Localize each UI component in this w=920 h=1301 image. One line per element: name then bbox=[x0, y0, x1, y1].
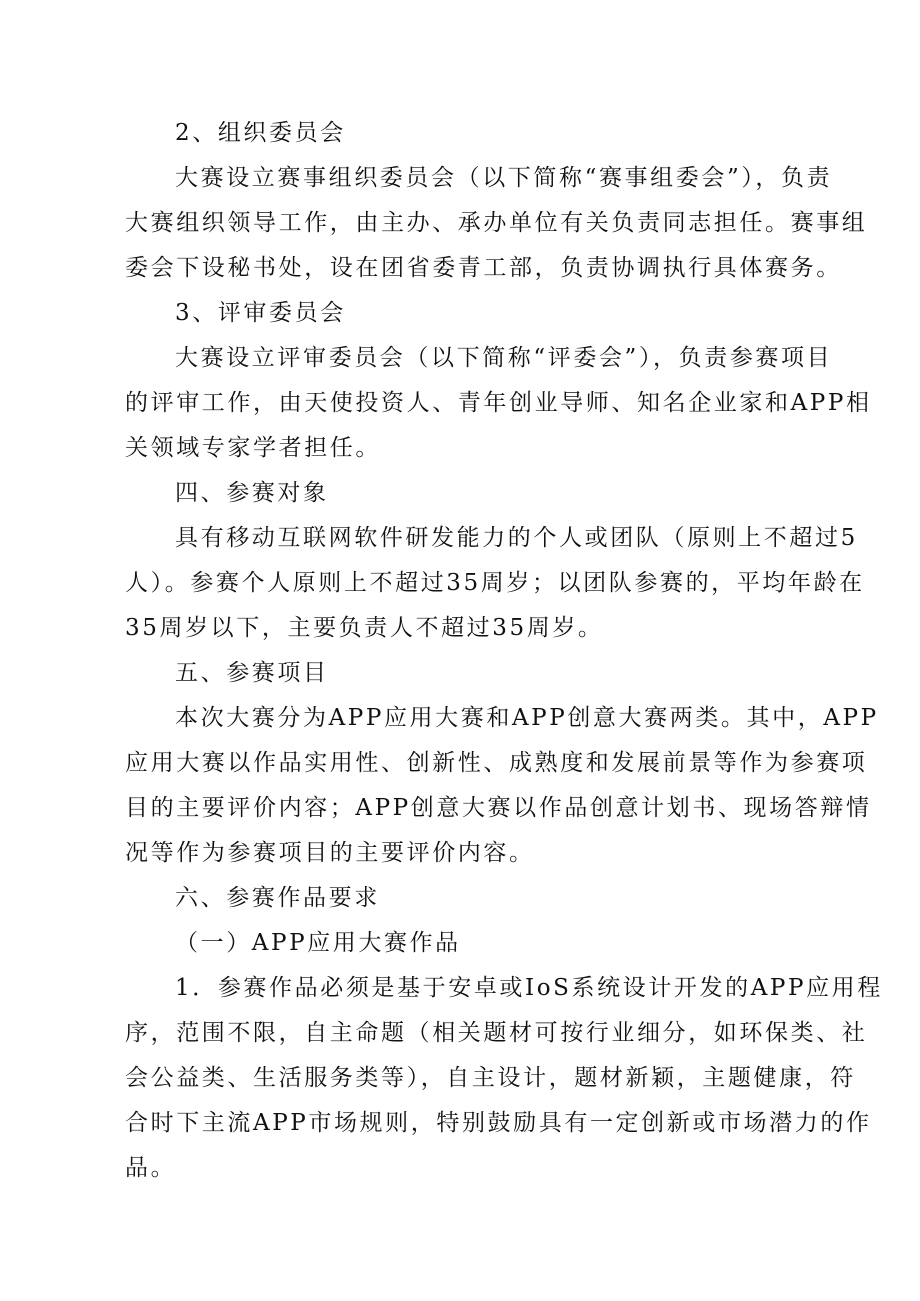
paragraph-line: 大赛设立评审委员会（以下简称“评委会”），负责参赛项目 bbox=[175, 345, 833, 371]
section-heading-projects: 五、参赛项目 bbox=[175, 660, 329, 686]
paragraph-line: 应用大赛以作品实用性、创新性、成熟度和发展前景等作为参赛项 bbox=[125, 750, 868, 776]
paragraph-line: 会公益类、生活服务类等），自主设计，题材新颖，主题健康，符 bbox=[125, 1065, 856, 1091]
paragraph-line: 大赛组织领导工作，由主办、承办单位有关负责同志担任。赛事组 bbox=[125, 210, 868, 236]
paragraph-line: 大赛设立赛事组织委员会（以下简称“赛事组委会”），负责 bbox=[175, 165, 833, 191]
paragraph-line: 关领域专家学者担任。 bbox=[125, 435, 381, 461]
section-heading-work-requirements: 六、参赛作品要求 bbox=[175, 885, 380, 911]
section-heading-participants: 四、参赛对象 bbox=[175, 480, 329, 506]
paragraph-line: 35周岁以下，主要负责人不超过35周岁。 bbox=[125, 615, 604, 641]
paragraph-line: 序，范围不限，自主命题（相关题材可按行业细分，如环保类、社 bbox=[125, 1020, 868, 1046]
subsection-heading-app-application: （一）APP应用大赛作品 bbox=[175, 930, 461, 956]
paragraph-line: 品。 bbox=[125, 1155, 177, 1181]
section-heading-organizing-committee: 2、组织委员会 bbox=[175, 120, 346, 146]
paragraph-line: 1．参赛作品必须是基于安卓或IoS系统设计开发的APP应用程 bbox=[175, 975, 883, 1001]
paragraph-line: 况等作为参赛项目的主要评价内容。 bbox=[125, 840, 535, 866]
paragraph-line: 合时下主流APP市场规则，特别鼓励具有一定创新或市场潜力的作 bbox=[125, 1110, 872, 1136]
paragraph-line: 本次大赛分为APP应用大赛和APP创意大赛两类。其中，APP bbox=[175, 705, 879, 731]
paragraph-line: 委会下设秘书处，设在团省委青工部，负责协调执行具体赛务。 bbox=[125, 255, 842, 281]
paragraph-line: 目的主要评价内容；APP创意大赛以作品创意计划书、现场答辩情 bbox=[125, 795, 872, 821]
paragraph-line: 的评审工作，由天使投资人、青年创业导师、知名企业家和APP相 bbox=[125, 390, 872, 416]
paragraph-line: 人）。参赛个人原则上不超过35周岁；以团队参赛的，平均年龄在 bbox=[125, 570, 865, 596]
section-heading-review-committee: 3、评审委员会 bbox=[175, 300, 346, 326]
paragraph-line: 具有移动互联网软件研发能力的个人或团队（原则上不超过5 bbox=[175, 525, 858, 551]
